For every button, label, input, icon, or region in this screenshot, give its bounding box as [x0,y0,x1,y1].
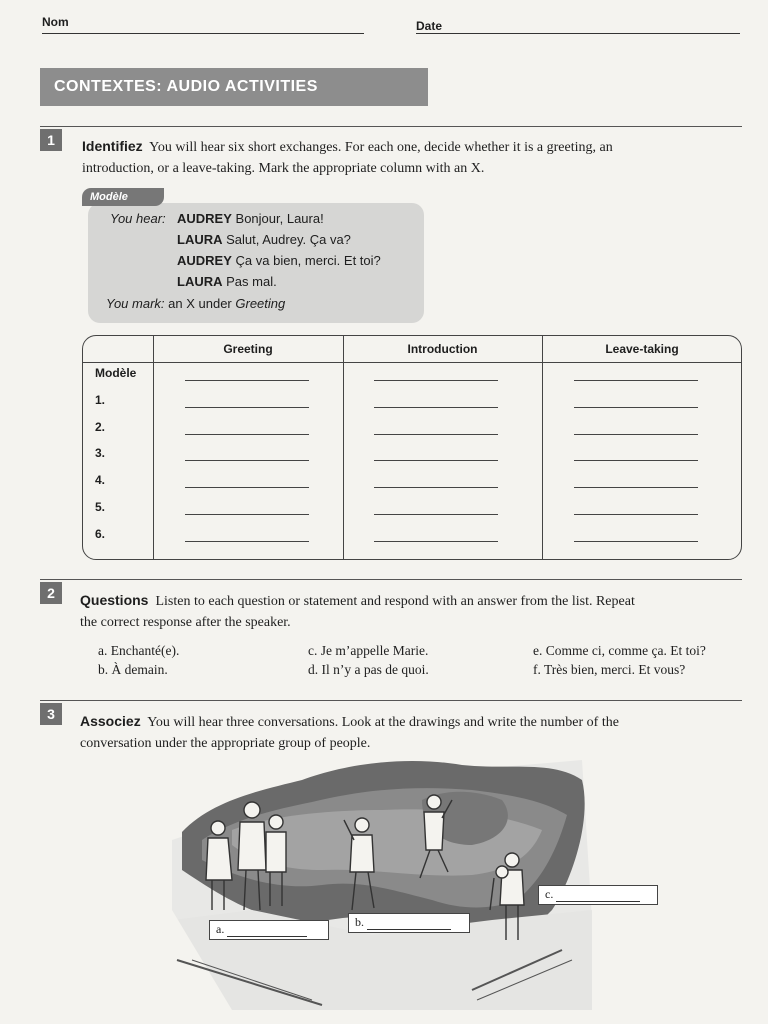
date-label: Date [416,19,443,33]
exercise-2-number: 2 [40,582,62,604]
column-header-greeting: Greeting [223,342,273,356]
answer-blank-leave-taking[interactable] [574,487,698,488]
column-header-leave-taking: Leave-taking [605,342,679,356]
modele-tag: Modèle [82,188,164,206]
answer-blank-leave-taking[interactable] [574,380,698,381]
label-box-c[interactable] [538,885,658,905]
divider-1 [40,126,742,127]
answer-table [82,335,742,560]
table-row-label: 6. [95,526,106,541]
exercise-2-instructions [80,590,742,633]
answer-b: b. À demain. [98,662,168,677]
table-col-divider-2 [343,335,344,560]
exercise-1-text-1: You will hear six short exchanges. For each one, decide whether it is a greeting, an [149,140,613,155]
exercise-3-instructions [80,711,742,754]
answer-blank-introduction[interactable] [374,380,498,381]
exercise-1-number: 1 [40,129,62,151]
label-box-b[interactable] [348,913,470,933]
table-row-label: 5. [95,500,106,514]
modele-line-3: AUDREY Ça va bien, merci. Et toi? [177,253,381,268]
answer-blank-greeting[interactable] [185,380,309,381]
answer-blank-greeting[interactable] [185,514,309,515]
answer-blank-leave-taking[interactable] [574,514,698,515]
answer-blank-introduction[interactable] [374,487,498,488]
exercise-3-text-1: You will hear three conversations. Look at the drawings and write the number of the [147,715,619,730]
exercise-3-number: 3 [40,703,62,725]
exercise-1-text-2: introduction, or a leave-taking. Mark the appropriate column with an X. [82,161,485,176]
exercise-2-text-2: the correct response after the speaker. [80,615,291,630]
answer-c: c. Je m’appelle Marie. [308,643,429,658]
answer-blank-leave-taking[interactable] [574,460,698,461]
divider-2 [40,579,742,580]
exercise-2-title: Questions [80,592,149,608]
you-hear-label: You hear: [110,211,166,226]
table-header-divider [82,362,742,363]
answer-blank-greeting[interactable] [185,541,309,542]
section-banner: CONTEXTES: AUDIO ACTIVITIES [40,68,428,106]
exercise-1-instructions [82,136,742,179]
blank-b [367,917,451,930]
table-row-label: 4. [95,473,106,488]
name-field[interactable] [42,33,364,34]
answer-blank-introduction[interactable] [374,460,498,461]
name-label: Nom [42,15,69,29]
date-field[interactable] [416,33,740,34]
answer-blank-introduction[interactable] [374,434,498,435]
table-row-label: Modèle [95,366,137,380]
blank-a [227,924,307,937]
conversation-illustration [172,760,592,1010]
exercise-3-title: Associez [80,713,141,729]
answer-blank-introduction[interactable] [374,541,498,542]
modele-line-4: LAURA Pas mal. [177,274,277,289]
modele-line-1: AUDREY Bonjour, Laura! [177,211,324,226]
answer-blank-greeting[interactable] [185,407,309,408]
answer-e: e. Comme ci, comme ça. Et toi? [533,643,706,658]
exercise-1-title: Identifiez [82,138,143,154]
table-col-divider-3 [542,335,543,560]
answer-blank-greeting[interactable] [185,487,309,488]
answer-blank-leave-taking[interactable] [574,407,698,408]
label-a: a. [216,922,225,936]
answer-blank-leave-taking[interactable] [574,434,698,435]
label-c: c. [545,887,554,901]
exercise-3-text-2: conversation under the appropriate group of people. [80,736,371,751]
answer-blank-greeting[interactable] [185,434,309,435]
answer-blank-introduction[interactable] [374,514,498,515]
answer-a: a. Enchanté(e). [98,643,180,658]
label-b: b. [355,915,364,929]
answer-blank-leave-taking[interactable] [574,541,698,542]
modele-line-2: LAURA Salut, Audrey. Ça va? [177,232,351,247]
blank-c [556,889,640,902]
label-box-a[interactable] [209,920,329,940]
table-col-divider-1 [153,335,154,560]
exercise-2-text-1: Listen to each question or statement and respond with an answer from the list. Repeat [155,594,635,609]
answer-blank-introduction[interactable] [374,407,498,408]
table-row-label: 3. [95,446,106,461]
column-header-introduction: Introduction [407,342,478,356]
answer-d: d. Il n’y a pas de quoi. [308,662,429,677]
table-row-label: 1. [95,392,106,407]
answer-f: f. Très bien, merci. Et vous? [533,662,686,677]
divider-3 [40,700,742,701]
you-mark-line: You mark: an X under Greeting [106,296,286,311]
answer-blank-greeting[interactable] [185,460,309,461]
table-row-label: 2. [95,419,106,434]
